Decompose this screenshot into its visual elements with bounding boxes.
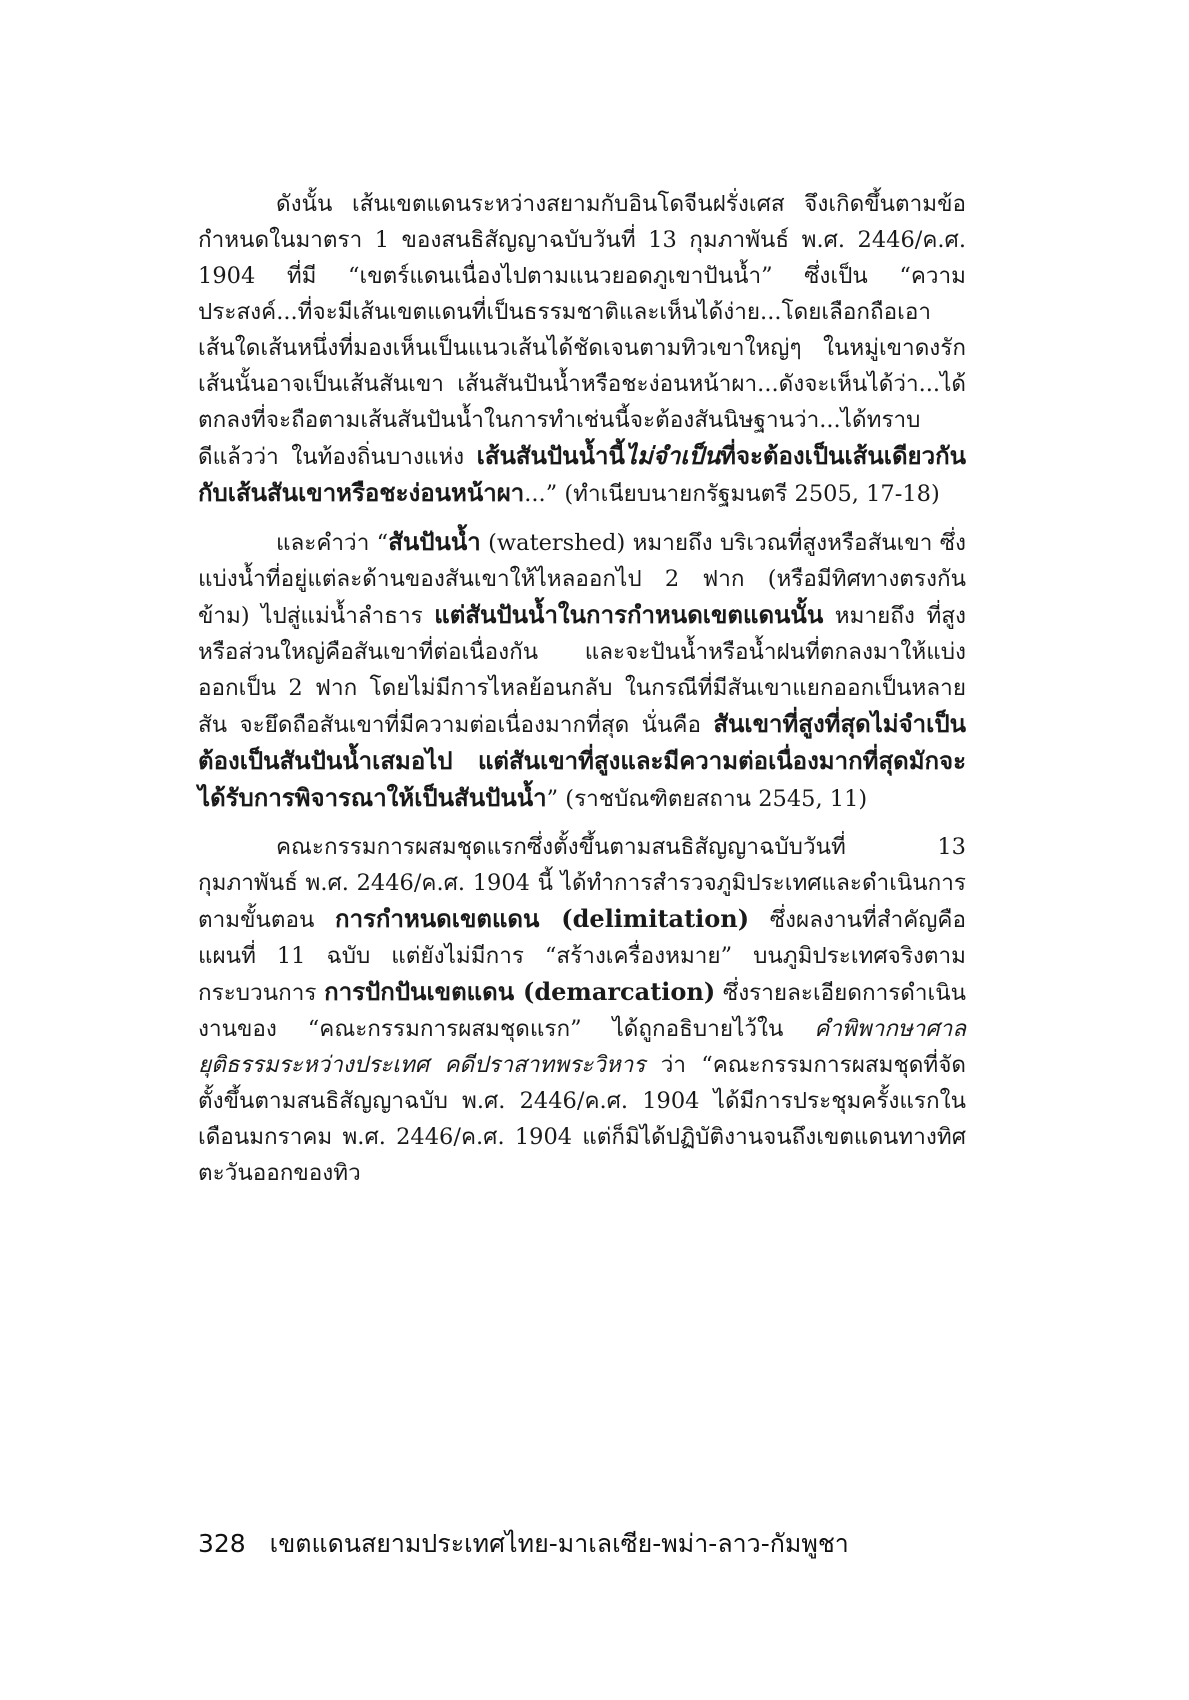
body-text <box>198 186 966 1191</box>
text-run: ซึ่งรายละเอียดการดำเนินงานของ “คณะกรรมการผสมชุดแรก” ได้ถูกอธิบายไว้ใน <box>198 980 967 1042</box>
italic-text: คำพิพากษาศาลยุติธรรมระหว่างประเทศ คดีปราสาทพระวิหาร <box>198 1016 966 1078</box>
text-run: ดังนั้น เส้นเขตแดนระหว่างสยามกับอินโดจีนฝรั่งเศส จึงเกิดขึ้นตามข้อกำหนดในมาตรา 1 ของสนธิสัญญาฉบับวันที่ 13 กุมภาพันธ์ พ.ศ. 2446/ค.ศ. 1904 ที่มี “เขตร์แดนเนื่องไปตามแนวยอดภูเขาปันน้ำ” ซึ่งเป็น “ความประสงค์...ที่จะมีเส้นเขตแดนที่เป็นธรรมชาติและเห็นได้ง่าย...โดยเลือกถือเอาเส้นใดเส้นหนึ่งที่มองเห็นเป็นแนวเส้นได้ชัดเจนตามทิวเขาใหญ่ๆ ในหมู่เขาดงรัก เส้นนั้นอาจเป็นเส้นสันเขา เส้นสันปันน้ำหรือชะง่อนหน้าผา...ดังจะเห็นได้ว่า...ได้ตกลงที่จะถือตามเส้นสันปันน้ำในการทำเช่นนี้จะต้องสันนิษฐานว่า...ได้ทราบดีแล้วว่า ในท้องถิ่นบางแห่ง <box>198 191 966 470</box>
bold-text: ที่จะต้องเป็นเส้นเดียวกันกับเส้นสันเขาหรือชะง่อนหน้าผา <box>198 441 966 507</box>
bold-text: แต่สันปันน้ำในการกำหนดเขตแดนนั้น <box>434 600 824 629</box>
text-run: ...” (ทำเนียบนายกรัฐมนตรี 2505, 17-18) <box>524 481 940 507</box>
paragraph <box>198 186 966 512</box>
paragraph <box>198 524 966 817</box>
page-footer <box>198 1524 849 1564</box>
bold-text: การกำหนดเขตแดน (delimitation) <box>335 904 750 933</box>
bold-text: สันเขาที่สูงที่สุดไม่จำเป็นต้องเป็นสันปันน้ำเสมอไป แต่สันเขาที่สูงและมีความต่อเนื่องมากที่สุดมักจะได้รับการพิจารณาให้เป็นสันปันน้ำ <box>198 709 966 812</box>
bold-text: สันปันน้ำ <box>388 527 481 556</box>
bold-text: เส้นสันปันน้ำนี้ <box>476 441 625 470</box>
text-run: คณะกรรมการผสมชุดแรกซึ่งตั้งขึ้นตามสนธิสัญญาฉบับวันที่ 13 กุมภาพันธ์ พ.ศ. 2446/ค.ศ. 1904 นี้ ได้ทำการสำรวจภูมิประเทศและดำเนินการตามขั้นตอน <box>198 834 966 933</box>
text-run: ซึ่งผลงานที่สำคัญคือแผนที่ 11 ฉบับ แต่ยังไม่มีการ “สร้างเครื่องหมาย” บนภูมิประเทศจริงตามกระบวนการ <box>198 907 966 1006</box>
text-run: ” (ราชบัณฑิตยสถาน 2545, 11) <box>546 786 868 812</box>
text-run: หมายถึง ที่สูงหรือส่วนใหญ่คือสันเขาที่ต่อเนื่องกัน และจะปันน้ำหรือน้ำฝนที่ตกลงมาให้แบ่งออกเป็น 2 ฟาก โดยไม่มีการไหลย้อนกลับ ในกรณีที่มีสันเขาแยกออกเป็นหลายสัน จะยึดถือสันเขาที่มีความต่อเนื่องมากที่สุด นั่นคือ <box>198 603 966 738</box>
bold-italic-text: ไม่จำเป็น <box>624 441 721 470</box>
bold-text: การปักปันเขตแดน (demarcation) <box>324 977 716 1006</box>
text-run: (watershed) หมายถึง บริเวณที่สูงหรือสันเขา ซึ่งแบ่งน้ำที่อยู่แต่ละด้านของสันเขาให้ไหลออกไป 2 ฟาก (หรือมีทิศทางตรงกันข้าม) ไปสู่แม่น้ำลำธาร <box>198 530 966 629</box>
running-title: เขตแดนสยามประเทศไทย-มาเลเซีย-พม่า-ลาว-กัมพูชา <box>269 1529 849 1558</box>
text-run: และคำว่า “ <box>276 530 389 556</box>
page-number: 328 <box>198 1529 246 1558</box>
text-run: ว่า “คณะกรรมการผสมชุดที่จัดตั้งขึ้นตามสนธิสัญญาฉบับ พ.ศ. 2446/ค.ศ. 1904 ได้มีการประชุมครั้งแรกในเดือนมกราคม พ.ศ. 2446/ค.ศ. 1904 แต่ก็มิได้ปฏิบัติงานจนถึงเขตแดนทางทิศตะวันออกของทิว <box>198 1052 966 1186</box>
paragraph <box>198 829 966 1191</box>
